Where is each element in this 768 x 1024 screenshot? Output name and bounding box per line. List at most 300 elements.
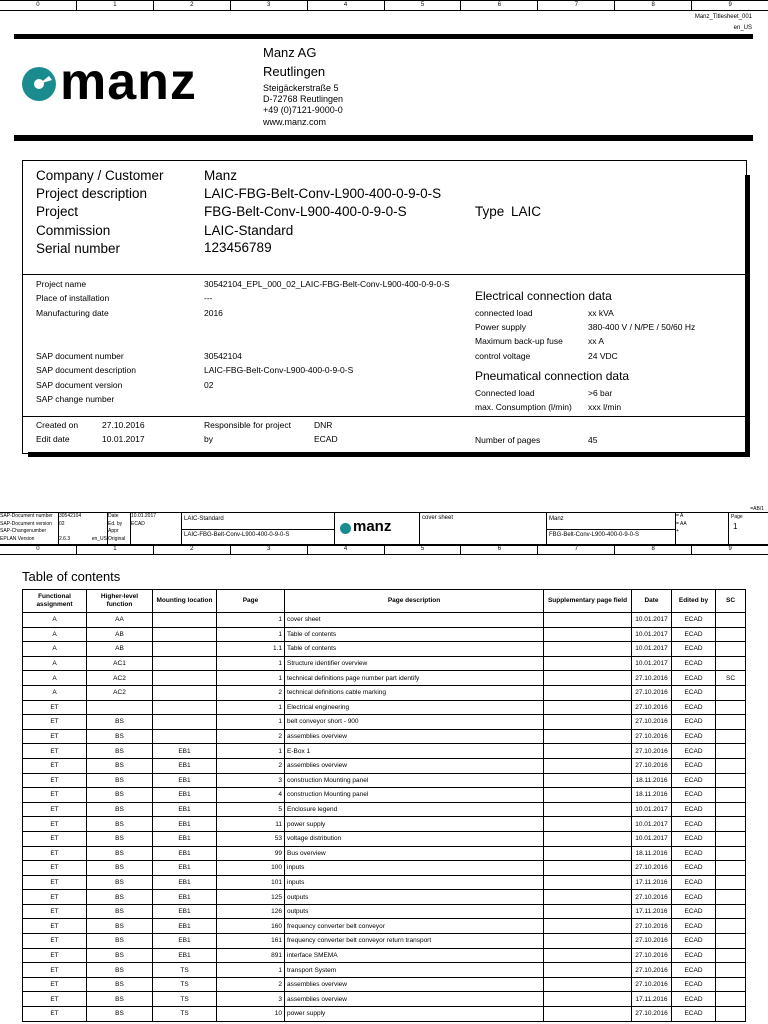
- toc-cell: construction Mounting panel: [285, 788, 544, 803]
- toc-header-cell: Page description: [285, 590, 544, 613]
- toc-cell: 1: [217, 963, 285, 978]
- toc-cell: [716, 977, 746, 992]
- pn-connected-load-value: >6 bar: [588, 388, 613, 398]
- toc-cell: [716, 642, 746, 657]
- toc-cell: BS: [87, 715, 153, 730]
- project-value: FBG-Belt-Conv-L900-400-0-9-0-S: [204, 204, 407, 219]
- toc-cell: 53: [217, 831, 285, 846]
- toc-cell: BS: [87, 861, 153, 876]
- toc-cell: BS: [87, 904, 153, 919]
- toc-cell: [153, 627, 217, 642]
- footer-date-label: Date: [108, 513, 119, 519]
- toc-cell: [544, 861, 632, 876]
- toc-cell: construction Mounting panel: [285, 773, 544, 788]
- toc-cell: [716, 992, 746, 1007]
- toc-cell: [716, 846, 746, 861]
- toc-row[interactable]: [23, 773, 746, 788]
- sap-version-label: SAP document version: [36, 380, 123, 390]
- toc-cell: 27.10.2016: [632, 685, 672, 700]
- toc-cell: ECAD: [672, 715, 716, 730]
- ruler-number: 5: [385, 545, 462, 554]
- toc-cell: ET: [23, 700, 87, 715]
- pages-label: Number of pages: [475, 435, 541, 445]
- serial-number-label: Serial number: [36, 241, 121, 256]
- toc-cell: outputs: [285, 904, 544, 919]
- toc-cell: voltage distribution: [285, 831, 544, 846]
- footer-date: 10.01.2017: [131, 513, 157, 519]
- toc-cell: 1: [217, 700, 285, 715]
- toc-cell: BS: [87, 977, 153, 992]
- edit-value: 10.01.2017: [102, 434, 145, 444]
- toc-cell: AA: [87, 613, 153, 628]
- toc-cell: [544, 934, 632, 949]
- footer-eq-b-val: AA: [680, 520, 687, 527]
- toc-cell: [544, 627, 632, 642]
- project-description-value: LAIC-FBG-Belt-Conv-L900-400-0-9-0-S: [204, 186, 442, 201]
- toc-cell: ECAD: [672, 904, 716, 919]
- toc-cell: 27.10.2016: [632, 934, 672, 949]
- toc-row[interactable]: [23, 700, 746, 715]
- customer-value: Manz: [204, 168, 238, 183]
- toc-cell: ECAD: [672, 729, 716, 744]
- company-phone: +49 (0)7121-9000-0: [263, 105, 343, 115]
- toc-cell: [153, 642, 217, 657]
- toc-cell: TS: [153, 1007, 217, 1022]
- toc-cell: [716, 627, 746, 642]
- toc-cell: assemblies overview: [285, 992, 544, 1007]
- toc-cell: 27.10.2016: [632, 744, 672, 759]
- toc-cell: BS: [87, 875, 153, 890]
- toc-cell: ET: [23, 977, 87, 992]
- toc-cell: frequency converter belt conveyor: [285, 919, 544, 934]
- footer-edby-label: Ed. by: [108, 520, 123, 527]
- toc-cell: A: [23, 685, 87, 700]
- toc-cell: [544, 904, 632, 919]
- footer-sap-doc-ver-label: SAP-Document version: [0, 520, 52, 527]
- toc-cell: [544, 715, 632, 730]
- toc-cell: 27.10.2016: [632, 861, 672, 876]
- toc-header-cell: Functional assignment: [23, 590, 87, 613]
- toc-cell: [716, 919, 746, 934]
- toc-cell: ET: [23, 875, 87, 890]
- header-bar-top: [14, 34, 753, 39]
- toc-cell: Bus overview: [285, 846, 544, 861]
- toc-cell: 27.10.2016: [632, 1007, 672, 1022]
- toc-cell: [716, 802, 746, 817]
- toc-row[interactable]: [23, 642, 746, 657]
- toc-cell: BS: [87, 788, 153, 803]
- toc-cell: BS: [87, 919, 153, 934]
- footer-logo-text: manz: [353, 518, 392, 535]
- toc-cell: 18.11.2016: [632, 773, 672, 788]
- toc-cell: [544, 642, 632, 657]
- toc-cell: 2: [217, 977, 285, 992]
- frame-divider-1: [22, 274, 745, 275]
- toc-cell: A: [23, 613, 87, 628]
- logo-mark-icon: [22, 67, 56, 101]
- project-label: Project: [36, 204, 79, 219]
- control-voltage-label: control voltage: [475, 351, 531, 361]
- logo-text: manz: [60, 53, 197, 111]
- by-value: ECAD: [314, 434, 338, 444]
- type-value: LAIC: [511, 204, 542, 219]
- toc-cell: 3: [217, 992, 285, 1007]
- toc-cell: 18.11.2016: [632, 788, 672, 803]
- toc-cell: [153, 656, 217, 671]
- toc-cell: [544, 890, 632, 905]
- ruler-number: 1: [77, 545, 154, 554]
- toc-cell: [153, 700, 217, 715]
- toc-cell: Table of contents: [285, 642, 544, 657]
- consumption-value: xxx l/min: [588, 402, 622, 412]
- toc-cell: Electrical engineering: [285, 700, 544, 715]
- toc-table: [22, 589, 746, 1022]
- toc-cell: Table of contents: [285, 627, 544, 642]
- toc-cell: [544, 875, 632, 890]
- toc-cell: assemblies overview: [285, 977, 544, 992]
- toc-cell: A: [23, 656, 87, 671]
- company-street: Steigäckerstraße 5: [263, 83, 339, 93]
- commission-value: LAIC-Standard: [204, 223, 294, 238]
- toc-row[interactable]: [23, 977, 746, 992]
- toc-cell: [544, 977, 632, 992]
- toc-row[interactable]: [23, 788, 746, 803]
- toc-row[interactable]: [23, 875, 746, 890]
- ruler-number: 9: [728, 2, 732, 8]
- toc-cell: EB1: [153, 861, 217, 876]
- toc-cell: BS: [87, 934, 153, 949]
- toc-cell: 160: [217, 919, 285, 934]
- footer-sap-doc-no-label: SAP-Document number: [0, 513, 53, 519]
- mfg-date-value: 2016: [204, 308, 223, 318]
- toc-cell: 10: [217, 1007, 285, 1022]
- toc-cell: ECAD: [672, 977, 716, 992]
- toc-cell: inputs: [285, 875, 544, 890]
- toc-cell: [716, 758, 746, 773]
- toc-cell: ECAD: [672, 861, 716, 876]
- toc-cell: BS: [87, 846, 153, 861]
- footer-eplan-label: EPLAN Version: [0, 535, 35, 542]
- sheet-locale: en_US: [733, 25, 752, 31]
- customer-label: Company / Customer: [36, 168, 164, 183]
- toc-row[interactable]: [23, 963, 746, 978]
- toc-cell: ECAD: [672, 773, 716, 788]
- toc-cell: ET: [23, 919, 87, 934]
- toc-cell: ET: [23, 963, 87, 978]
- backup-fuse-value: xx A: [588, 336, 605, 346]
- toc-row[interactable]: [23, 729, 746, 744]
- toc-cell: ECAD: [672, 656, 716, 671]
- toc-cell: ECAD: [672, 627, 716, 642]
- toc-cell: [544, 729, 632, 744]
- toc-cell: cover sheet: [285, 613, 544, 628]
- toc-cell: [544, 831, 632, 846]
- toc-cell: E-Box 1: [285, 744, 544, 759]
- toc-cell: AC1: [87, 656, 153, 671]
- toc-cell: [716, 904, 746, 919]
- project-name-label: Project name: [36, 279, 87, 289]
- toc-row[interactable]: [23, 831, 746, 846]
- ruler-number: 1: [77, 1, 154, 10]
- toc-cell: EB1: [153, 919, 217, 934]
- ruler-number: 7: [538, 1, 615, 10]
- footer-sheet-title: cover sheet: [422, 515, 454, 521]
- toc-cell: ET: [23, 773, 87, 788]
- edit-label: Edit date: [36, 434, 70, 444]
- toc-cell: [544, 948, 632, 963]
- toc-cell: BS: [87, 963, 153, 978]
- footer-edby: ECAD: [131, 520, 145, 527]
- toc-cell: 10.01.2017: [632, 613, 672, 628]
- toc-row[interactable]: [23, 934, 746, 949]
- toc-row[interactable]: [23, 904, 746, 919]
- toc-cell: BS: [87, 890, 153, 905]
- toc-row[interactable]: [23, 802, 746, 817]
- toc-row[interactable]: [23, 890, 746, 905]
- footer-page: 1: [733, 522, 738, 531]
- toc-title: Table of contents: [22, 569, 121, 584]
- toc-cell: ET: [23, 1007, 87, 1022]
- toc-cell: ET: [23, 758, 87, 773]
- toc-cell: EB1: [153, 890, 217, 905]
- toc-cell: ECAD: [672, 700, 716, 715]
- place-label: Place of installation: [36, 293, 110, 303]
- toc-row[interactable]: [23, 919, 746, 934]
- toc-cell: 1.1: [217, 642, 285, 657]
- toc-cell: ECAD: [672, 758, 716, 773]
- toc-cell: ECAD: [672, 802, 716, 817]
- toc-cell: ECAD: [672, 817, 716, 832]
- toc-header-cell: SC: [716, 590, 746, 613]
- toc-cell: ET: [23, 948, 87, 963]
- toc-cell: [716, 715, 746, 730]
- toc-cell: 27.10.2016: [632, 919, 672, 934]
- toc-cell: 101: [217, 875, 285, 890]
- toc-header-cell: Higher-level function: [87, 590, 153, 613]
- toc-row[interactable]: [23, 685, 746, 700]
- toc-cell: [544, 700, 632, 715]
- toc-cell: 10.01.2017: [632, 802, 672, 817]
- toc-cell: ET: [23, 715, 87, 730]
- toc-cell: SC: [716, 671, 746, 686]
- consumption-label: max. Consumption (l/min): [475, 402, 572, 412]
- toc-cell: 11: [217, 817, 285, 832]
- toc-row[interactable]: [23, 656, 746, 671]
- toc-cell: 1: [217, 715, 285, 730]
- commission-label: Commission: [36, 223, 111, 238]
- toc-cell: ET: [23, 817, 87, 832]
- toc-cell: A: [23, 671, 87, 686]
- pneumatic-title: Pneumatical connection data: [475, 369, 630, 383]
- toc-row[interactable]: [23, 861, 746, 876]
- toc-row[interactable]: [23, 758, 746, 773]
- sap-desc-label: SAP document description: [36, 365, 137, 375]
- toc-cell: ECAD: [672, 934, 716, 949]
- ruler-number: 0: [0, 545, 77, 554]
- toc-cell: 27.10.2016: [632, 715, 672, 730]
- by-label: by: [204, 434, 213, 444]
- ruler-number: 0: [0, 1, 77, 10]
- sheet-id: Manz_Titlesheet_001: [694, 14, 752, 20]
- toc-cell: AB: [87, 642, 153, 657]
- toc-cell: [544, 744, 632, 759]
- toc-cell: [716, 948, 746, 963]
- toc-header-row: [23, 590, 746, 613]
- top-ruler: [0, 0, 768, 11]
- control-voltage-value: 24 VDC: [588, 351, 618, 361]
- toc-cell: AC2: [87, 685, 153, 700]
- toc-cell: [544, 1007, 632, 1022]
- toc-cell: A: [23, 642, 87, 657]
- toc-cell: BS: [87, 1007, 153, 1022]
- toc-cell: ET: [23, 744, 87, 759]
- toc-cell: AB: [87, 627, 153, 642]
- toc-cell: 3: [217, 773, 285, 788]
- toc-cell: 4: [217, 788, 285, 803]
- toc-cell: 1: [217, 744, 285, 759]
- created-label: Created on: [36, 420, 79, 430]
- backup-fuse-label: Maximum back-up fuse: [475, 336, 563, 346]
- toc-cell: 99: [217, 846, 285, 861]
- toc-cell: EB1: [153, 948, 217, 963]
- toc-cell: TS: [153, 963, 217, 978]
- ruler-number: 3: [231, 545, 308, 554]
- toc-cell: 10.01.2017: [632, 627, 672, 642]
- ruler-number: 6: [461, 545, 538, 554]
- toc-row[interactable]: [23, 992, 746, 1007]
- pn-connected-load-label: Connected load: [475, 388, 535, 398]
- toc-cell: [87, 700, 153, 715]
- toc-row[interactable]: [23, 846, 746, 861]
- toc-cell: 1: [217, 613, 285, 628]
- project-name-value: 30542104_EPL_000_02_LAIC-FBG-Belt-Conv-L900-400-0-9-0-S: [204, 279, 450, 289]
- toc-cell: BS: [87, 817, 153, 832]
- footer-customer: Manz: [549, 516, 564, 522]
- toc-cell: Structure identifier overview: [285, 656, 544, 671]
- toc-cell: EB1: [153, 846, 217, 861]
- toc-cell: Enclosure legend: [285, 802, 544, 817]
- toc-cell: BS: [87, 744, 153, 759]
- toc-cell: power supply: [285, 1007, 544, 1022]
- toc-cell: [716, 729, 746, 744]
- toc-row[interactable]: [23, 613, 746, 628]
- toc-cell: EB1: [153, 773, 217, 788]
- toc-cell: inputs: [285, 861, 544, 876]
- toc-row[interactable]: [23, 1007, 746, 1022]
- toc-cell: BS: [87, 831, 153, 846]
- toc-cell: 27.10.2016: [632, 700, 672, 715]
- toc-cell: [153, 671, 217, 686]
- toc-cell: [716, 656, 746, 671]
- toc-row[interactable]: [23, 948, 746, 963]
- toc-cell: 126: [217, 904, 285, 919]
- toc-cell: assemblies overview: [285, 758, 544, 773]
- toc-cell: ECAD: [672, 1007, 716, 1022]
- toc-header-cell: Supplementary page field: [544, 590, 632, 613]
- toc-cell: [153, 613, 217, 628]
- toc-cell: ECAD: [672, 744, 716, 759]
- toc-cell: 27.10.2016: [632, 758, 672, 773]
- toc-cell: 17.11.2016: [632, 875, 672, 890]
- toc-cell: [716, 875, 746, 890]
- toc-row[interactable]: [23, 671, 746, 686]
- toc-cell: ECAD: [672, 846, 716, 861]
- power-supply-label: Power supply: [475, 322, 527, 332]
- footer-sap-change-label: SAP-Changenumber: [0, 528, 47, 534]
- toc-cell: [716, 1007, 746, 1022]
- pages-value: 45: [588, 435, 598, 445]
- toc-cell: EB1: [153, 904, 217, 919]
- company-name: Manz AG: [263, 45, 317, 60]
- toc-cell: EB1: [153, 875, 217, 890]
- toc-header-cell: Edited by: [672, 590, 716, 613]
- ruler-number: 2: [154, 545, 231, 554]
- toc-cell: BS: [87, 802, 153, 817]
- toc-header-cell: Page: [217, 590, 285, 613]
- toc-cell: [544, 919, 632, 934]
- toc-cell: [544, 846, 632, 861]
- toc-cell: ET: [23, 729, 87, 744]
- toc-cell: power supply: [285, 817, 544, 832]
- footer-orig-label: Original: [108, 535, 126, 542]
- toc-cell: [716, 831, 746, 846]
- toc-cell: [716, 890, 746, 905]
- toc-cell: 2: [217, 758, 285, 773]
- toc-cell: [544, 802, 632, 817]
- toc-cell: [544, 758, 632, 773]
- place-value: ---: [204, 293, 213, 303]
- toc-cell: [716, 773, 746, 788]
- toc-row[interactable]: [23, 817, 746, 832]
- toc-cell: EB1: [153, 788, 217, 803]
- sap-number-value: 30542104: [204, 351, 242, 361]
- toc-cell: [716, 817, 746, 832]
- toc-cell: [716, 685, 746, 700]
- footer-eq-a: =: [676, 513, 679, 519]
- toc-cell: 100: [217, 861, 285, 876]
- toc-row[interactable]: [23, 715, 746, 730]
- footer-eplan: 2.6.3: [59, 535, 71, 542]
- toc-cell: 27.10.2016: [632, 671, 672, 686]
- toc-cell: 27.10.2016: [632, 977, 672, 992]
- toc-row[interactable]: [23, 744, 746, 759]
- footer-sap-doc-no: 30542104: [59, 513, 82, 519]
- toc-row[interactable]: [23, 627, 746, 642]
- toc-cell: 18.11.2016: [632, 846, 672, 861]
- toc-cell: BS: [87, 758, 153, 773]
- toc-cell: [716, 744, 746, 759]
- toc-cell: ECAD: [672, 642, 716, 657]
- toc-cell: BS: [87, 992, 153, 1007]
- header-bar-bottom: [14, 135, 753, 141]
- toc-cell: ECAD: [672, 948, 716, 963]
- ruler-number: 5: [385, 1, 462, 10]
- toc-cell: 161: [217, 934, 285, 949]
- toc-cell: 1: [217, 656, 285, 671]
- toc-cell: [716, 700, 746, 715]
- toc-cell: [153, 715, 217, 730]
- toc-cell: 10.01.2017: [632, 831, 672, 846]
- toc-cell: [544, 817, 632, 832]
- sap-desc-value: LAIC-FBG-Belt-Conv-L900-400-0-9-0-S: [204, 365, 354, 375]
- toc-cell: interface SMEMA: [285, 948, 544, 963]
- footer-block: [0, 512, 768, 546]
- toc-cell: 10.01.2017: [632, 656, 672, 671]
- toc-cell: ECAD: [672, 685, 716, 700]
- created-value: 27.10.2016: [102, 420, 145, 430]
- toc-cell: EB1: [153, 744, 217, 759]
- toc-cell: 17.11.2016: [632, 904, 672, 919]
